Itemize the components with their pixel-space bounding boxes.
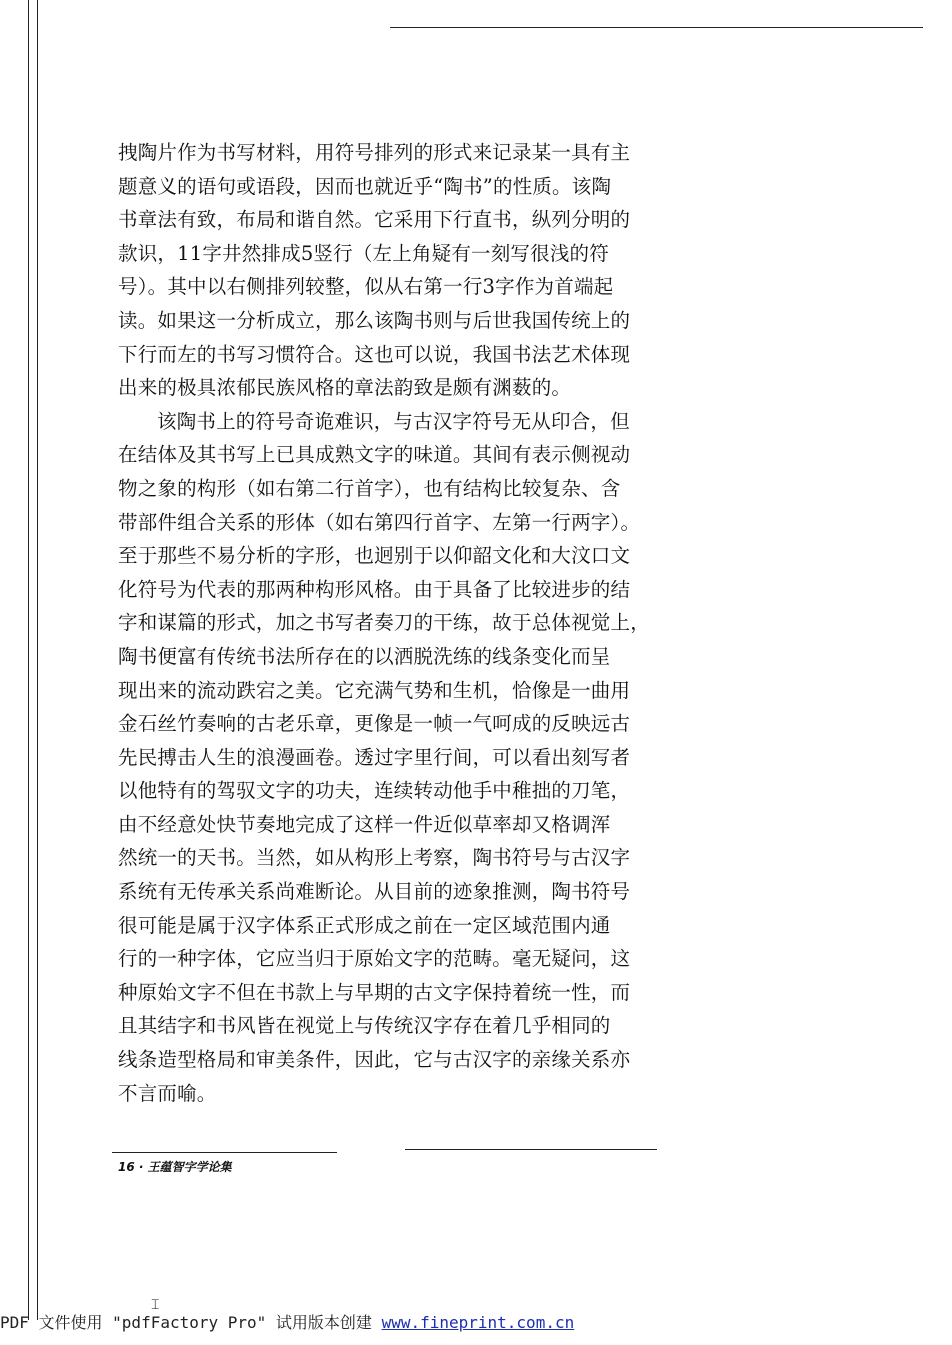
text-line: 由不经意处快节奏地完成了这样一件近似草率却又格调浑 xyxy=(118,812,611,836)
text-line: 且其结字和书风皆在视觉上与传统汉字存在着几乎相同的 xyxy=(118,1014,611,1038)
text-line: 至于那些不易分析的字形，也迥别于以仰韶文化和大汶口文 xyxy=(118,544,631,568)
text-line: 拽陶片作为书写材料，用符号排列的形式来记录某一具有主 xyxy=(118,141,631,164)
bottom-rule-left xyxy=(112,1152,337,1153)
text-line: 系统有无传承关系尚难断论。从目前的迹象推测，陶书符号 xyxy=(118,880,631,904)
text-line: 金石丝竹奏响的古老乐章，更像是一帧一气呵成的反映远古 xyxy=(118,712,631,736)
page-body xyxy=(118,136,663,1110)
text-line: 现出来的流动跌宕之美。它充满气势和生机，恰像是一曲用 xyxy=(118,678,631,702)
text-line: 该陶书上的符号奇诡难识，与古汉字符号无从印合，但 xyxy=(157,409,630,433)
text-line: 出来的极具浓郁民族风格的章法韵致是颇有渊薮的。 xyxy=(118,376,572,400)
pdf-watermark xyxy=(0,1310,574,1333)
top-rule xyxy=(390,27,923,28)
text-line: 款识，11字井然排成5竖行（左上角疑有一刻写很浅的符 xyxy=(118,241,609,265)
watermark-text: PDF 文件使用 "pdfFactory Pro" 试用版本创建 xyxy=(0,1313,382,1332)
page-footer: 16 · 王蕴智字学论集 xyxy=(118,1160,232,1174)
text-line: 读。如果这一分析成立，那么该陶书则与后世我国传统上的 xyxy=(118,308,631,332)
text-line: 物之象的构形（如右第二行首字），也有结构比较复杂、含 xyxy=(118,476,621,500)
text-cursor-icon: ⌶ xyxy=(151,1297,160,1313)
watermark-link[interactable]: www.fineprint.com.cn xyxy=(381,1313,575,1332)
left-margin-line-inner xyxy=(37,0,38,1320)
text-line: 下行而左的书写习惯符合。这也可以说，我国书法艺术体现 xyxy=(118,342,631,366)
text-line: 书章法有致，布局和谐自然。它采用下行直书，纵列分明的 xyxy=(118,208,631,232)
text-line: 带部件组合关系的形体（如右第四行首字、左第一行两字）。 xyxy=(118,510,641,534)
text-line: 在结体及其书写上已具成熟文字的味道。其间有表示侧视动 xyxy=(118,443,631,467)
text-line: 字和谋篇的形式，加之书写者奏刀的干练，故于总体视觉上， xyxy=(118,611,650,635)
text-line: 很可能是属于汉字体系正式形成之前在一定区域范围内通 xyxy=(118,913,611,937)
left-margin-line-outer xyxy=(28,0,29,1320)
text-line: 陶书便富有传统书法所存在的以洒脱洗练的线条变化而呈 xyxy=(118,644,611,668)
bottom-rule-right xyxy=(405,1149,657,1150)
text-line: 题意义的语句或语段，因而也就近乎“陶书”的性质。该陶 xyxy=(118,174,612,198)
text-line: 以他特有的驾驭文字的功夫，连续转动他手中稚拙的刀笔， xyxy=(118,779,631,803)
text-line: 然统一的天书。当然，如从构形上考察，陶书符号与古汉字 xyxy=(118,846,631,870)
text-line: 种原始文字不但在书款上与早期的古文字保持着统一性，而 xyxy=(118,980,631,1004)
text-line: 号）。其中以右侧排列较整，似从右第一行3字作为首端起 xyxy=(118,275,614,299)
text-line: 不言而喻。 xyxy=(118,1081,217,1105)
text-line: 线条造型格局和审美条件，因此，它与古汉字的亲缘关系亦 xyxy=(118,1048,631,1072)
text-line: 行的一种字体，它应当归于原始文字的范畴。毫无疑问，这 xyxy=(118,947,631,971)
text-line: 化符号为代表的那两种构形风格。由于具备了比较进步的结 xyxy=(118,577,631,601)
text-line: 先民搏击人生的浪漫画卷。透过字里行间，可以看出刻写者 xyxy=(118,745,631,769)
